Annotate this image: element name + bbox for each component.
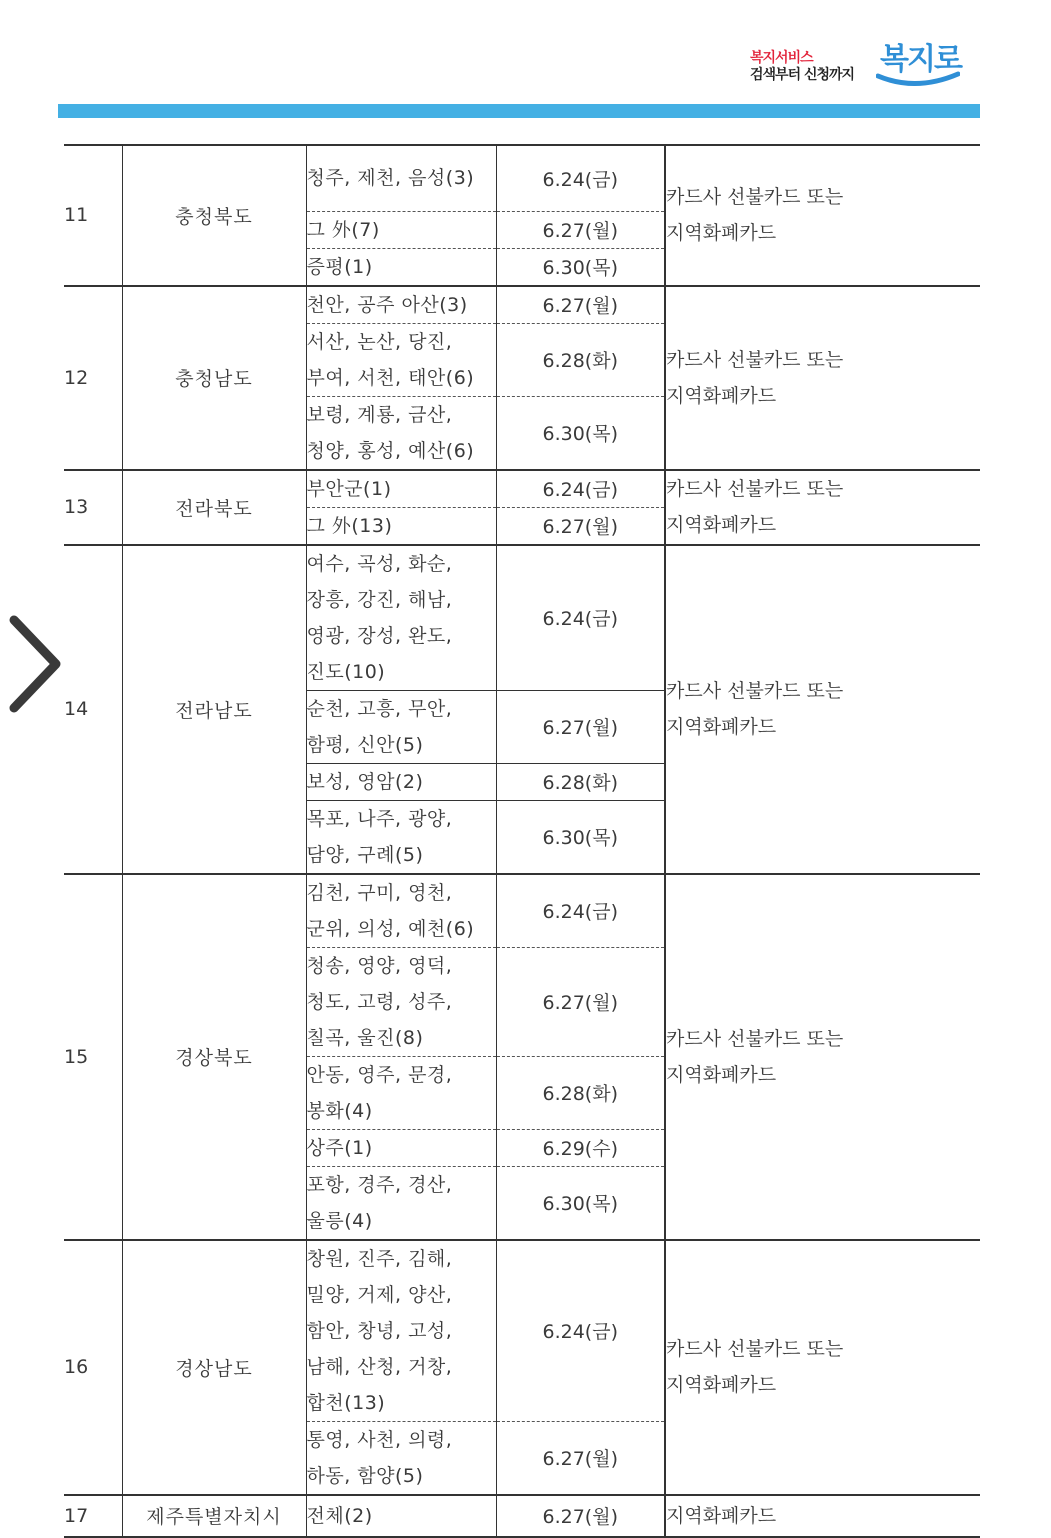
area-line: 울릉(4) [306,1209,373,1232]
area-list [306,1240,496,1422]
province-name: 충청남도 [122,286,306,470]
table-row [64,470,980,508]
payment-method [665,1240,980,1495]
payment-method-line: 카드사 선불카드 또는 [666,1338,844,1360]
area-line: 하동, 함양(5) [306,1464,424,1487]
payment-schedule-table [64,144,980,1538]
area-line: 합천(13) [306,1391,386,1414]
area-line: 진도(10) [306,660,386,683]
payment-method-line: 지역화폐카드 [666,1504,777,1527]
logo-tagline-line1: 복지서비스 [750,50,813,66]
payment-method [665,1495,980,1537]
area-list [306,248,496,286]
region-number: 17 [64,1495,122,1537]
area-list [306,470,496,508]
area-list [306,1056,496,1129]
area-line: 남해, 산청, 거창, [306,1355,453,1378]
province-name: 경상북도 [122,874,306,1240]
region-number: 16 [64,1240,122,1495]
area-list [306,286,496,324]
area-line: 김천, 구미, 영천, [306,881,453,904]
payment-method [665,545,980,874]
payment-date: 6.29(수) [496,1129,665,1166]
area-line: 청양, 홍성, 예산(6) [306,439,475,462]
table-row [64,145,980,211]
payment-date: 6.30(목) [496,248,665,286]
payment-method-line: 지역화폐카드 [666,384,777,407]
area-list [306,396,496,470]
area-list [306,947,496,1056]
payment-date: 6.24(금) [496,545,665,691]
logo-wordmark: 복지로 [880,42,961,77]
area-line: 안동, 영주, 문경, [306,1063,453,1086]
payment-date: 6.24(금) [496,470,665,508]
payment-date: 6.28(화) [496,323,665,396]
area-list [306,1129,496,1166]
area-line: 밀양, 거제, 양산, [306,1283,453,1306]
area-line: 증평(1) [306,255,373,278]
province-name: 전라북도 [122,470,306,545]
bokjiro-logo[interactable] [740,30,980,100]
payment-method-line: 지역화폐카드 [666,716,777,738]
payment-date: 6.27(월) [496,211,665,248]
area-list [306,763,496,800]
region-number: 11 [64,145,122,286]
region-number: 15 [64,874,122,1240]
payment-method [665,145,980,286]
next-page-button[interactable] [4,612,64,716]
payment-date: 6.30(목) [496,396,665,470]
area-line: 목포, 나주, 광양, [306,807,453,830]
region-number: 12 [64,286,122,470]
payment-date: 6.24(금) [496,1240,665,1422]
area-line: 보성, 영암(2) [306,770,424,793]
area-line: 여수, 곡성, 화순, [306,552,453,575]
payment-date: 6.27(월) [496,690,665,763]
area-list [306,690,496,763]
area-list [306,800,496,874]
area-line: 부안군(1) [306,477,392,500]
header-accent-bar [58,104,980,118]
area-line: 창원, 진주, 김해, [306,1247,453,1270]
payment-method-line: 카드사 선불카드 또는 [666,680,844,702]
area-line: 봉화(4) [306,1099,373,1122]
payment-date: 6.27(월) [496,286,665,324]
chevron-right-icon [4,612,64,716]
area-line: 보령, 계룡, 금산, [306,403,453,426]
province-name: 충청북도 [122,145,306,286]
area-list [306,1166,496,1240]
area-line: 포항, 경주, 경산, [306,1173,453,1196]
area-line: 부여, 서천, 태안(6) [306,366,475,389]
area-line: 그 外(13) [306,514,393,537]
area-list [306,545,496,691]
payment-method-line: 지역화폐카드 [666,1063,777,1086]
logo-tagline-line2: 검색부터 신청까지 [750,67,855,83]
table-row [64,1495,980,1537]
region-number: 13 [64,470,122,545]
table-row [64,286,980,324]
area-line: 장흥, 강진, 해남, [306,588,453,611]
payment-date: 6.24(금) [496,874,665,948]
area-line: 함안, 창녕, 고성, [306,1319,453,1342]
area-line: 함평, 신안(5) [306,733,424,756]
payment-method-line: 지역화폐카드 [666,1374,777,1396]
payment-method [665,874,980,1240]
region-number: 14 [64,545,122,874]
province-name: 경상남도 [122,1240,306,1495]
area-line: 서산, 논산, 당진, [306,330,453,353]
payment-date: 6.27(월) [496,1421,665,1495]
payment-method-line: 지역화폐카드 [666,222,777,245]
area-line: 칠곡, 울진(8) [306,1026,424,1049]
logo-swoosh-icon [876,70,960,90]
payment-date: 6.30(목) [496,1166,665,1240]
table-row [64,545,980,691]
area-list [306,323,496,396]
area-line: 군위, 의성, 예천(6) [306,917,475,940]
area-list [306,507,496,545]
area-line: 순천, 고흥, 무안, [306,697,453,720]
payment-method-line: 카드사 선불카드 또는 [666,186,844,209]
area-line: 통영, 사천, 의령, [306,1428,453,1451]
area-line: 청주, 제천, 음성(3) [306,167,475,190]
payment-method [665,470,980,545]
area-line: 상주(1) [306,1136,373,1159]
payment-method-line: 카드사 선불카드 또는 [666,478,844,500]
payment-date: 6.27(월) [496,507,665,545]
table-row [64,1240,980,1422]
payment-date: 6.28(화) [496,763,665,800]
area-list [306,1421,496,1495]
area-line: 그 外(7) [306,218,380,241]
area-list [306,145,496,211]
payment-date: 6.28(화) [496,1056,665,1129]
area-line: 전체(2) [306,1504,373,1527]
area-list [306,1495,496,1537]
logo-tagline [750,50,854,84]
area-line: 영광, 장성, 완도, [306,624,453,647]
area-line: 담양, 구례(5) [306,843,424,866]
area-list [306,874,496,948]
payment-date: 6.27(월) [496,947,665,1056]
table-row [64,874,980,948]
payment-date: 6.24(금) [496,145,665,211]
payment-method-line: 지역화폐카드 [666,514,777,536]
province-name: 제주특별자치시 [122,1495,306,1537]
area-line: 청도, 고령, 성주, [306,990,453,1013]
payment-method [665,286,980,470]
area-line: 청송, 영양, 영덕, [306,954,453,977]
payment-method-line: 카드사 선불카드 또는 [666,348,844,371]
payment-date: 6.27(월) [496,1495,665,1537]
province-name: 전라남도 [122,545,306,874]
payment-date: 6.30(목) [496,800,665,874]
area-line: 천안, 공주 아산(3) [306,293,468,316]
area-list [306,211,496,248]
payment-method-line: 카드사 선불카드 또는 [666,1027,844,1050]
